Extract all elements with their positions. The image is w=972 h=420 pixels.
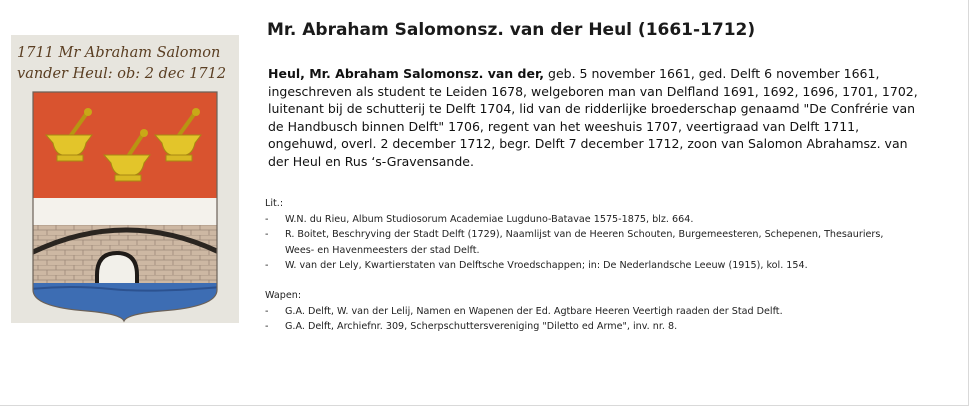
coat-of-arms-image bbox=[11, 35, 239, 323]
inscription-line-2: vander Heul: ob: 2 dec 1712 bbox=[17, 66, 227, 82]
literature-item: - W.N. du Rieu, Album Studiosorum Academiae Lugduno-Batavae 1575-1875, blz. 664. bbox=[265, 213, 694, 225]
shield bbox=[31, 90, 221, 323]
literature-heading: Lit.: bbox=[265, 198, 284, 209]
inscription-line-1: 1711 Mr Abraham Salomon bbox=[17, 45, 221, 61]
wapen-item: - G.A. Delft, W. van der Lelij, Namen en Wapenen der Ed. Agtbare Heeren Veertigh raaden der Stad Delft. bbox=[265, 305, 783, 317]
literature-section bbox=[265, 196, 905, 274]
biography-text: geb. 5 november 1661, ged. Delft 6 november 1661, ingeschreven als student te Leiden 1678, welgeboren man van Delfland 1691, 1692, 1696, 1701, 1702, luitenant bij de schutterij te Delft 1704, lid van de ridderlijke broederschap genaamd "De Confrérie van de Handbusch binnen Delft" 1706, regent van het weeshuis 1707, veertigraad van Delft 1711, ongehuwd, overl. 2 december 1712, begr. Delft 7 december 1712, zoon van Salomon Abrahamsz. van der Heul en Rus ‘s-Gravensande. bbox=[268, 66, 918, 169]
wapen-item: - G.A. Delft, Archiefnr. 309, Scherpschuttersvereniging "Diletto ed Arme", inv. nr. 8. bbox=[265, 321, 678, 332]
biography-name: Heul, Mr. Abraham Salomonsz. van der, bbox=[268, 66, 545, 81]
literature-item: - R. Boitet, Beschryving der Stadt Delft (1729), Naamlijst van de Heeren Schouten, Burgemeesteren, Schepenen, Thesauriers, Wees- en Havenmeesters der stad Delft. bbox=[265, 229, 884, 256]
wapen-heading: Wapen: bbox=[265, 290, 302, 301]
page-title: Mr. Abraham Salomonsz. van der Heul (1661-1712) bbox=[267, 20, 756, 40]
biography-paragraph bbox=[268, 65, 918, 170]
literature-item: - W. van der Lely, Kwartierstaten van Delftsche Vroedschappen; in: De Nederlandsche Leeuw (1915), kol. 154. bbox=[265, 260, 808, 271]
wapen-section bbox=[265, 288, 905, 335]
